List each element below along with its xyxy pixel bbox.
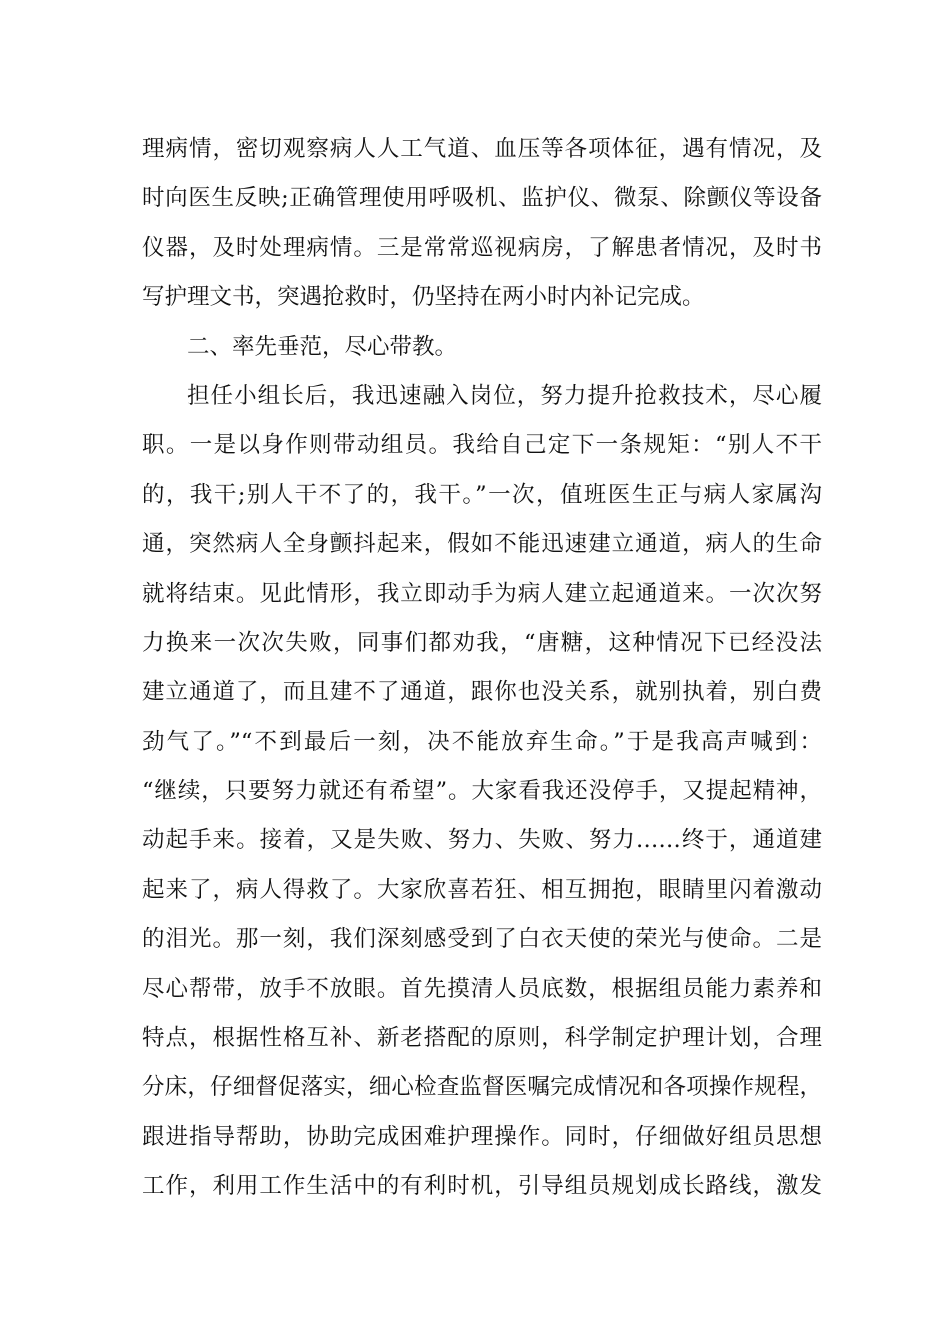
text-line: 就将结束。见此情形，我立即动手为病人建立起通道来。一次次努 bbox=[142, 580, 822, 607]
text-line: 仪器，及时处理病情。三是常常巡视病房，了解患者情况，及时书 bbox=[142, 234, 822, 261]
text-line: 起来了，病人得救了。大家欣喜若狂、相互拥抱，眼睛里闪着激动 bbox=[142, 876, 822, 903]
text-line: “继续，只要努力就还有希望”。大家看我还没停手，又提起精神， bbox=[142, 778, 822, 805]
text-line: 劲气了。”“不到最后一刻，决不能放弃生命。”于是我高声喊到： bbox=[142, 728, 822, 755]
text-line: 担任小组长后，我迅速融入岗位，努力提升抢救技术，尽心履 bbox=[187, 382, 822, 409]
text-line: 建立通道了，而且建不了通道，跟你也没关系，就别执着，别白费 bbox=[142, 679, 822, 706]
text-line: 特点，根据性格互补、新老搭配的原则，科学制定护理计划，合理 bbox=[142, 1025, 822, 1052]
text-line: 动起手来。接着，又是失败、努力、失败、努力……终于，通道建 bbox=[142, 827, 822, 854]
text-line: 职。一是以身作则带动组员。我给自己定下一条规矩：“别人不干 bbox=[142, 432, 822, 459]
text-line: 尽心帮带，放手不放眼。首先摸清人员底数，根据组员能力素养和 bbox=[142, 975, 822, 1002]
section-heading: 二、率先垂范，尽心带教。 bbox=[187, 333, 458, 360]
text-line: 的泪光。那一刻，我们深刻感受到了白衣天使的荣光与使命。二是 bbox=[142, 926, 822, 953]
text-line: 写护理文书，突遇抢救时，仍坚持在两小时内补记完成。 bbox=[142, 284, 705, 311]
text-line: 的，我干;别人干不了的，我干。”一次，值班医生正与病人家属沟 bbox=[142, 481, 822, 508]
body-text bbox=[142, 125, 822, 1212]
text-line: 通，突然病人全身颤抖起来，假如不能迅速建立通道，病人的生命 bbox=[142, 531, 822, 558]
text-line: 跟进指导帮助，协助完成困难护理操作。同时，仔细做好组员思想 bbox=[142, 1123, 822, 1150]
text-line: 时向医生反映;正确管理使用呼吸机、监护仪、微泵、除颤仪等设备 bbox=[142, 185, 822, 212]
text-line: 工作，利用工作生活中的有利时机，引导组员规划成长路线，激发 bbox=[142, 1173, 822, 1200]
text-line: 分床，仔细督促落实，细心检查监督医嘱完成情况和各项操作规程， bbox=[142, 1074, 822, 1101]
text-line: 理病情，密切观察病人人工气道、血压等各项体征，遇有情况，及 bbox=[142, 136, 822, 162]
text-line: 力换来一次次失败，同事们都劝我，“唐糖，这种情况下已经没法 bbox=[142, 629, 822, 656]
